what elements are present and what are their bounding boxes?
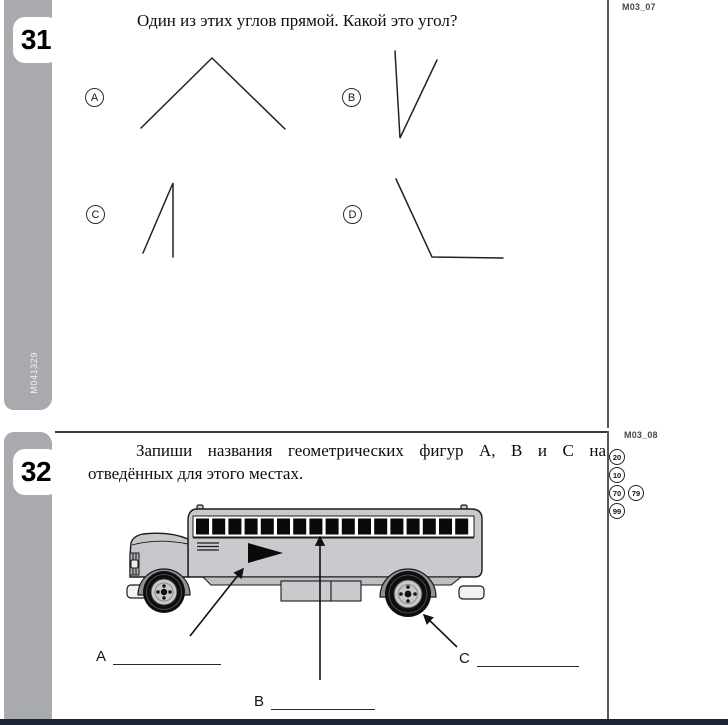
score-circle-99: 99	[609, 503, 625, 519]
answer-b	[254, 693, 375, 710]
answer-c-blank	[477, 651, 579, 667]
item32-question-line2: отведённых для этого местах.	[88, 464, 304, 483]
item31-margin-code: M03_07	[622, 2, 656, 12]
bus-rear-bumper	[459, 586, 484, 599]
item32-number-tab: 32	[13, 449, 59, 495]
score-circle-79: 79	[628, 485, 644, 501]
bus-headlight	[131, 560, 138, 568]
item31-angle-figures	[70, 35, 530, 285]
item32-margin-code: M03_08	[624, 430, 658, 440]
score-circle-70: 70	[609, 485, 625, 501]
answer-c-label: C	[459, 650, 470, 667]
item31-booklet-code: M041329	[29, 352, 39, 394]
answer-b-label: B	[254, 693, 265, 710]
page-footer-bar	[0, 719, 728, 725]
item32-question-line1: Запиши названия геометрических фигур A, B и C на	[136, 441, 606, 460]
arrow-c	[424, 615, 457, 647]
answer-a-blank	[113, 649, 221, 665]
answer-a-label: A	[96, 648, 107, 665]
angle-b-lines	[395, 51, 437, 138]
angle-c-lines	[143, 183, 173, 257]
option-d-circle: D	[343, 205, 362, 224]
item32-top-border	[55, 431, 608, 433]
score-circle-10: 10	[609, 467, 625, 483]
answer-c	[459, 650, 579, 667]
bus-figure	[85, 503, 595, 718]
front-wheel	[143, 571, 185, 613]
score-circle-20: 20	[609, 449, 625, 465]
option-a-circle: A	[85, 88, 104, 107]
angle-a-lines	[141, 58, 285, 129]
answer-a	[96, 648, 221, 665]
option-c-circle: C	[86, 205, 105, 224]
rear-wheel	[385, 571, 431, 617]
bus-windows	[196, 519, 468, 535]
item31-question: Один из этих углов прямой. Какой это угол?	[137, 11, 458, 30]
bus-luggage-boxes	[281, 581, 361, 601]
angle-d-lines	[396, 179, 503, 258]
item31-number-tab: 31	[13, 17, 59, 63]
answer-b-blank	[271, 694, 375, 710]
option-b-circle: B	[342, 88, 361, 107]
item31-right-rule	[607, 0, 609, 428]
